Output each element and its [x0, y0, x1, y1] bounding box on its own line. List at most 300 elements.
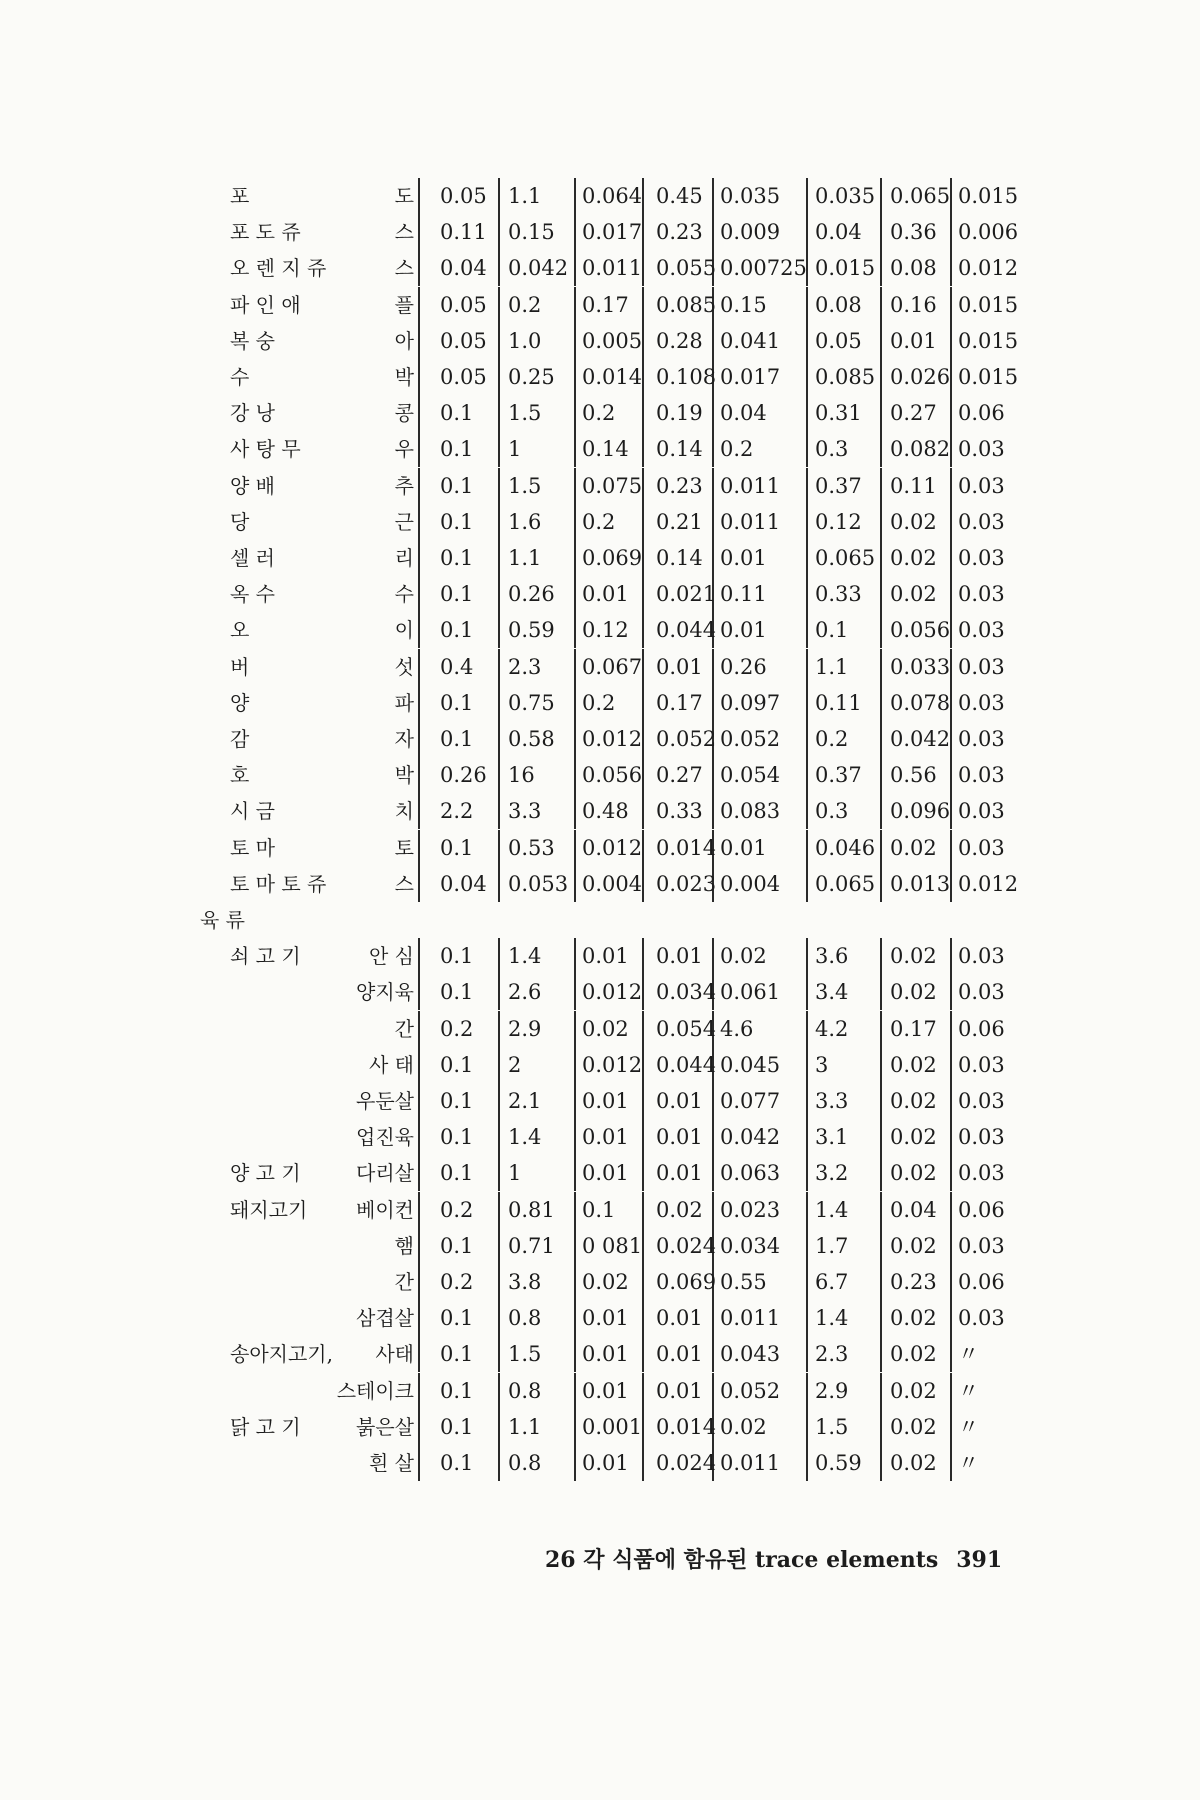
- value-cell: 0.02: [656, 1197, 703, 1222]
- column-rule: [950, 287, 952, 323]
- value-cell: 0.31: [815, 401, 862, 426]
- table-row: [0, 395, 1200, 431]
- column-rule: [806, 938, 808, 974]
- value-cell: 0.53: [508, 835, 555, 860]
- value-cell: 0.1: [440, 727, 474, 751]
- value-cell: 6.7: [815, 1270, 849, 1294]
- column-rule: [950, 1373, 952, 1409]
- value-cell: 1.0: [508, 328, 542, 353]
- value-cell: 0.02: [890, 1089, 937, 1113]
- value-cell: 0.1: [815, 618, 849, 643]
- column-rule: [642, 323, 644, 359]
- column-rule: [806, 830, 808, 866]
- value-cell: 0.00725: [720, 256, 807, 281]
- column-rule: [806, 866, 808, 902]
- value-cell: 0.1: [440, 1089, 474, 1113]
- column-rule: [880, 830, 882, 866]
- column-rule: [880, 757, 882, 793]
- table-row: [0, 974, 1200, 1010]
- column-rule: [418, 1047, 420, 1083]
- column-rule: [950, 1083, 952, 1119]
- value-cell: 0.1: [440, 437, 474, 462]
- value-cell: 0.75: [508, 690, 555, 715]
- column-rule: [950, 1192, 952, 1228]
- value-cell: 〃: [958, 1414, 979, 1439]
- column-rule: [574, 721, 576, 757]
- column-rule: [418, 214, 420, 250]
- value-cell: 0.55: [720, 1270, 767, 1294]
- table-row: [0, 1119, 1200, 1155]
- column-rule: [880, 214, 882, 250]
- table-row: [0, 250, 1200, 286]
- column-rule: [642, 178, 644, 214]
- food-name-suffix: 스: [394, 871, 414, 896]
- column-rule: [642, 830, 644, 866]
- column-rule: [642, 685, 644, 721]
- column-rule: [574, 1083, 576, 1119]
- column-rule: [950, 612, 952, 648]
- value-cell: 0.2: [720, 437, 754, 462]
- table-row: [0, 1264, 1200, 1300]
- food-name-suffix: 플: [394, 292, 414, 317]
- column-rule: [498, 1373, 500, 1409]
- value-cell: 0.015: [958, 292, 1019, 317]
- table-row: [0, 1011, 1200, 1047]
- value-cell: 0.026: [890, 365, 951, 389]
- value-cell: 0.01: [582, 582, 629, 607]
- value-cell: 0.01: [720, 546, 767, 570]
- column-rule: [642, 1155, 644, 1191]
- column-rule: [642, 468, 644, 504]
- value-cell: 0.01: [582, 1451, 629, 1475]
- value-cell: 0.2: [582, 690, 616, 715]
- food-name-suffix: 흰 살: [369, 1451, 414, 1475]
- value-cell: 0.1: [440, 835, 474, 860]
- table-row: [0, 938, 1200, 974]
- column-rule: [418, 757, 420, 793]
- column-rule: [498, 1336, 500, 1372]
- value-cell: 0.1: [440, 944, 474, 969]
- food-name-suffix: 간: [394, 1016, 414, 1041]
- column-rule: [498, 721, 500, 757]
- column-rule: [418, 1192, 420, 1228]
- value-cell: 0.1: [582, 1197, 616, 1222]
- food-name-suffix: 박: [394, 763, 414, 788]
- value-cell: 0.58: [508, 727, 555, 751]
- value-cell: 0.02: [890, 509, 937, 534]
- value-cell: 3.8: [508, 1270, 542, 1294]
- column-rule: [950, 178, 952, 214]
- food-name-prefix: 쇠 고 기: [230, 944, 301, 969]
- value-cell: 0.054: [720, 763, 781, 788]
- value-cell: 0.11: [720, 582, 767, 607]
- value-cell: 〃: [958, 1378, 979, 1403]
- table-row: [0, 830, 1200, 866]
- value-cell: 0.14: [656, 437, 703, 462]
- column-rule: [498, 1083, 500, 1119]
- food-name-suffix: 박: [394, 365, 414, 389]
- value-cell: 3: [815, 1052, 829, 1077]
- column-rule: [642, 1228, 644, 1264]
- value-cell: 0.065: [890, 184, 951, 208]
- value-cell: 0.01: [656, 1161, 703, 1186]
- column-rule: [806, 1445, 808, 1481]
- column-rule: [642, 612, 644, 648]
- value-cell: 0.075: [582, 473, 643, 498]
- value-cell: 0.04: [440, 871, 487, 896]
- value-cell: 16: [508, 763, 535, 788]
- value-cell: 0.59: [815, 1451, 862, 1475]
- value-cell: 4.2: [815, 1016, 849, 1041]
- value-cell: 0.01: [582, 1342, 629, 1367]
- value-cell: 0.2: [582, 509, 616, 534]
- value-cell: 0.17: [582, 292, 629, 317]
- value-cell: 1.5: [508, 1342, 542, 1367]
- column-rule: [950, 431, 952, 467]
- column-rule: [806, 1373, 808, 1409]
- column-rule: [574, 938, 576, 974]
- column-rule: [498, 938, 500, 974]
- column-rule: [574, 974, 576, 1010]
- column-rule: [498, 468, 500, 504]
- column-rule: [950, 721, 952, 757]
- column-rule: [574, 793, 576, 829]
- value-cell: 0.044: [656, 1052, 717, 1077]
- column-rule: [498, 649, 500, 685]
- column-rule: [418, 431, 420, 467]
- table-row: [0, 1047, 1200, 1083]
- column-rule: [498, 1300, 500, 1336]
- food-name-suffix: 사 태: [369, 1052, 414, 1077]
- value-cell: 0.02: [890, 582, 937, 607]
- value-cell: 0.3: [815, 799, 849, 824]
- value-cell: 1.1: [508, 184, 542, 208]
- value-cell: 0.8: [508, 1306, 542, 1331]
- column-rule: [574, 1119, 576, 1155]
- column-rule: [880, 250, 882, 286]
- value-cell: 0.01: [582, 1089, 629, 1113]
- column-rule: [574, 1011, 576, 1047]
- value-cell: 0.2: [440, 1016, 474, 1041]
- value-cell: 0.024: [656, 1233, 717, 1258]
- column-rule: [950, 1047, 952, 1083]
- column-rule: [418, 974, 420, 1010]
- food-name-suffix: 삼겹살: [356, 1306, 414, 1331]
- value-cell: 〃: [958, 1342, 979, 1367]
- footer-title: 26 각 식품에 함유된 trace elements: [545, 1547, 939, 1573]
- column-rule: [950, 504, 952, 540]
- column-rule: [574, 757, 576, 793]
- value-cell: 0.042: [720, 1125, 781, 1150]
- section-label: 육 류: [200, 908, 245, 932]
- column-rule: [712, 540, 714, 576]
- value-cell: 0.02: [720, 1414, 767, 1439]
- column-rule: [950, 214, 952, 250]
- column-rule: [418, 1155, 420, 1191]
- value-cell: 0.23: [890, 1270, 937, 1294]
- column-rule: [806, 1300, 808, 1336]
- value-cell: 0.041: [720, 328, 781, 353]
- value-cell: 1.7: [815, 1233, 849, 1258]
- value-cell: 0.27: [656, 763, 703, 788]
- column-rule: [880, 576, 882, 612]
- column-rule: [418, 612, 420, 648]
- column-rule: [418, 721, 420, 757]
- value-cell: 0.23: [656, 220, 703, 245]
- column-rule: [712, 793, 714, 829]
- value-cell: 0.034: [720, 1233, 781, 1258]
- value-cell: 0.03: [958, 1125, 1005, 1150]
- value-cell: 0.01: [582, 1161, 629, 1186]
- column-rule: [950, 866, 952, 902]
- column-rule: [574, 323, 576, 359]
- value-cell: 0.012: [582, 1052, 643, 1077]
- value-cell: 0.03: [958, 582, 1005, 607]
- column-rule: [574, 830, 576, 866]
- value-cell: 0.56: [890, 763, 937, 788]
- value-cell: 0.02: [890, 1233, 937, 1258]
- food-name-suffix: 안 심: [369, 944, 414, 969]
- food-name-suffix: 우: [394, 437, 414, 462]
- value-cell: 0.08: [890, 256, 937, 281]
- value-cell: 0.05: [440, 328, 487, 353]
- value-cell: 0.02: [890, 1414, 937, 1439]
- value-cell: 0.11: [890, 473, 937, 498]
- column-rule: [880, 540, 882, 576]
- column-rule: [950, 1336, 952, 1372]
- column-rule: [498, 540, 500, 576]
- food-name-suffix: 스테이크: [336, 1378, 414, 1403]
- food-name-prefix: 양 고 기: [230, 1161, 301, 1186]
- column-rule: [880, 1336, 882, 1372]
- food-name-prefix: 감: [230, 727, 250, 751]
- value-cell: 0.03: [958, 944, 1005, 969]
- value-cell: 2.3: [815, 1342, 849, 1367]
- value-cell: 0.03: [958, 509, 1005, 534]
- value-cell: 0.052: [720, 1378, 781, 1403]
- column-rule: [642, 1445, 644, 1481]
- column-rule: [880, 431, 882, 467]
- food-name-suffix: 붉은살: [356, 1414, 414, 1439]
- column-rule: [806, 1336, 808, 1372]
- food-name-prefix: 포: [230, 184, 250, 208]
- food-name-suffix: 도: [394, 184, 414, 208]
- column-rule: [950, 1300, 952, 1336]
- food-name-prefix: 닭 고 기: [230, 1414, 301, 1439]
- column-rule: [880, 612, 882, 648]
- value-cell: 1.5: [508, 401, 542, 426]
- table-row: [0, 649, 1200, 685]
- value-cell: 0.015: [815, 256, 876, 281]
- column-rule: [574, 431, 576, 467]
- column-rule: [498, 757, 500, 793]
- value-cell: 0.023: [720, 1197, 781, 1222]
- column-rule: [712, 504, 714, 540]
- column-rule: [880, 1445, 882, 1481]
- value-cell: 0.108: [656, 365, 717, 389]
- column-rule: [642, 1047, 644, 1083]
- column-rule: [712, 468, 714, 504]
- column-rule: [880, 974, 882, 1010]
- column-rule: [418, 1011, 420, 1047]
- value-cell: 0 081: [582, 1233, 643, 1258]
- food-name-suffix: 리: [394, 546, 414, 570]
- value-cell: 0.014: [582, 365, 643, 389]
- value-cell: 0.02: [890, 546, 937, 570]
- food-name-suffix: 근: [394, 509, 414, 534]
- value-cell: 0.004: [720, 871, 781, 896]
- value-cell: 0.01: [656, 654, 703, 679]
- value-cell: 0.03: [958, 763, 1005, 788]
- value-cell: 0.01: [656, 1125, 703, 1150]
- value-cell: 0.04: [440, 256, 487, 281]
- food-name-prefix: 수: [230, 365, 250, 389]
- column-rule: [498, 1119, 500, 1155]
- column-rule: [950, 1445, 952, 1481]
- column-rule: [712, 323, 714, 359]
- column-rule: [880, 1409, 882, 1445]
- value-cell: 1.5: [508, 473, 542, 498]
- column-rule: [880, 1155, 882, 1191]
- column-rule: [880, 1264, 882, 1300]
- page-footer: [545, 1543, 1002, 1574]
- value-cell: 0.02: [890, 1161, 937, 1186]
- value-cell: 0.1: [440, 582, 474, 607]
- value-cell: 0.19: [656, 401, 703, 426]
- value-cell: 0.1: [440, 980, 474, 1005]
- column-rule: [642, 649, 644, 685]
- column-rule: [574, 504, 576, 540]
- value-cell: 0.01: [656, 1089, 703, 1113]
- column-rule: [642, 721, 644, 757]
- column-rule: [574, 649, 576, 685]
- value-cell: 0.017: [582, 220, 643, 245]
- value-cell: 0.096: [890, 799, 951, 824]
- value-cell: 0.011: [720, 1451, 781, 1475]
- column-rule: [880, 468, 882, 504]
- food-name-prefix: 파 인 애: [230, 292, 301, 317]
- column-rule: [418, 938, 420, 974]
- column-rule: [806, 974, 808, 1010]
- food-name-suffix: 스: [394, 256, 414, 281]
- column-rule: [418, 1119, 420, 1155]
- food-name-suffix: 이: [394, 618, 414, 643]
- column-rule: [806, 1011, 808, 1047]
- value-cell: 0.011: [582, 256, 643, 281]
- food-name-prefix: 호: [230, 763, 250, 788]
- value-cell: 0.024: [656, 1451, 717, 1475]
- column-rule: [642, 1119, 644, 1155]
- value-cell: 0.1: [440, 1306, 474, 1331]
- column-rule: [498, 1264, 500, 1300]
- value-cell: 0.02: [890, 980, 937, 1005]
- value-cell: 0.043: [720, 1342, 781, 1367]
- value-cell: 0.083: [720, 799, 781, 824]
- value-cell: 0.27: [890, 401, 937, 426]
- value-cell: 0.06: [958, 1270, 1005, 1294]
- table-row: [0, 1192, 1200, 1228]
- column-rule: [498, 830, 500, 866]
- food-name-suffix: 햄: [394, 1233, 414, 1258]
- food-name-prefix: 셀 러: [230, 546, 275, 570]
- food-name-suffix: 간: [394, 1270, 414, 1294]
- value-cell: 0.2: [582, 401, 616, 426]
- food-name-suffix: 토: [394, 835, 414, 860]
- value-cell: 0.21: [656, 509, 703, 534]
- column-rule: [574, 866, 576, 902]
- table-row: [0, 721, 1200, 757]
- column-rule: [642, 540, 644, 576]
- value-cell: 0.2: [815, 727, 849, 751]
- food-name-suffix: 수: [394, 582, 414, 607]
- value-cell: 0.03: [958, 1052, 1005, 1077]
- value-cell: 0.03: [958, 835, 1005, 860]
- table-row: [0, 1373, 1200, 1409]
- column-rule: [418, 504, 420, 540]
- value-cell: 0.23: [656, 473, 703, 498]
- column-rule: [806, 1047, 808, 1083]
- food-name-prefix: 포 도 쥬: [230, 220, 301, 245]
- food-name-suffix: 자: [394, 727, 414, 751]
- column-rule: [712, 1083, 714, 1119]
- table-row: [0, 1155, 1200, 1191]
- value-cell: 0.03: [958, 1161, 1005, 1186]
- value-cell: 0.25: [508, 365, 555, 389]
- column-rule: [498, 1047, 500, 1083]
- value-cell: 0.052: [656, 727, 717, 751]
- column-rule: [498, 866, 500, 902]
- column-rule: [498, 1445, 500, 1481]
- value-cell: 0.48: [582, 799, 629, 824]
- value-cell: 2.6: [508, 980, 542, 1005]
- column-rule: [806, 504, 808, 540]
- column-rule: [418, 178, 420, 214]
- column-rule: [642, 1264, 644, 1300]
- column-rule: [880, 1373, 882, 1409]
- value-cell: 0.034: [656, 980, 717, 1005]
- column-rule: [950, 1119, 952, 1155]
- value-cell: 0.1: [440, 1052, 474, 1077]
- food-name-suffix: 우둔살: [356, 1089, 414, 1113]
- value-cell: 0.067: [582, 654, 643, 679]
- column-rule: [950, 685, 952, 721]
- value-cell: 〃: [958, 1451, 979, 1475]
- table-row: [0, 431, 1200, 467]
- value-cell: 2: [508, 1052, 522, 1077]
- value-cell: 0.01: [656, 1306, 703, 1331]
- column-rule: [574, 1373, 576, 1409]
- table-row: [0, 1445, 1200, 1481]
- value-cell: 3.6: [815, 944, 849, 969]
- column-rule: [574, 1228, 576, 1264]
- value-cell: 0.11: [815, 690, 862, 715]
- column-rule: [880, 793, 882, 829]
- column-rule: [418, 830, 420, 866]
- column-rule: [880, 1011, 882, 1047]
- value-cell: 0.069: [656, 1270, 717, 1294]
- food-name-prefix: 시 금: [230, 799, 275, 824]
- value-cell: 0.03: [958, 980, 1005, 1005]
- column-rule: [880, 359, 882, 395]
- value-cell: 0.1: [440, 1125, 474, 1150]
- value-cell: 0.1: [440, 690, 474, 715]
- table-row: [0, 468, 1200, 504]
- value-cell: 2.9: [508, 1016, 542, 1041]
- value-cell: 0.01: [890, 328, 937, 353]
- table-row: [0, 866, 1200, 902]
- column-rule: [498, 178, 500, 214]
- column-rule: [880, 721, 882, 757]
